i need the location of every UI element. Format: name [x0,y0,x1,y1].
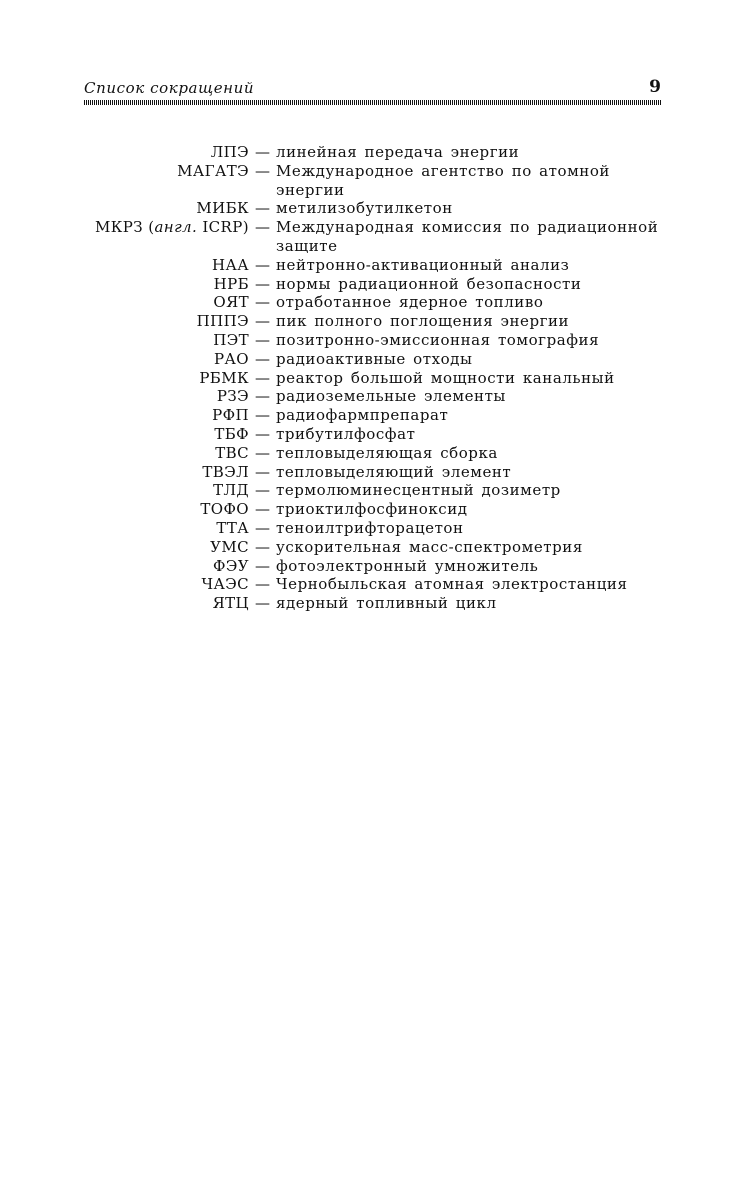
definition: линейная передача энергии [276,143,520,161]
dash-separator: — [255,293,270,312]
list-item [84,425,661,444]
dash-separator: — [255,161,270,180]
definition: теноилтрифторацетон [276,518,464,537]
list-item [84,199,661,218]
abbreviation: ТТА [216,518,249,537]
running-header [84,77,661,99]
header-rule [84,100,661,105]
list-item [84,538,661,557]
abbreviation: ФЭУ [213,556,249,575]
dash-separator: — [255,537,270,556]
list-item [84,293,661,312]
abbreviation: ЛПЭ [210,143,249,161]
list-item [84,519,661,538]
abbreviation: ОЯТ [213,293,249,312]
list-item [84,275,661,294]
definition: ядерный топливный цикл [276,594,497,613]
list-item [84,312,661,331]
language-note: англ. [154,218,198,237]
list-item [84,444,661,463]
section-title: Список сокращений [84,79,255,97]
dash-separator: — [255,518,270,537]
abbreviation-with-note [84,218,249,237]
dash-separator: — [255,255,270,274]
definition: нормы радиационной безопасности [276,274,582,293]
definition: нейтронно-активационный анализ [276,255,570,274]
dash-separator: — [255,594,270,613]
definition: пик полного поглощения энергии [276,312,570,331]
list-item [84,406,661,425]
dash-separator: — [255,143,270,161]
dash-separator: — [255,462,270,481]
dash-separator: — [255,481,270,500]
list-item [84,143,661,162]
definition: Международная комиссия по радиационной защите [276,218,659,255]
abbreviation: РЗЭ [216,387,249,406]
definition: Международное агентство по атомной энергии [276,161,610,199]
abbreviation-list [84,143,661,613]
dash-separator: — [255,575,270,594]
definition: трибутилфосфат [276,424,416,443]
abbreviation: МАГАТЭ [177,161,249,180]
definition: метилизобутилкетон [276,199,453,218]
list-item [84,387,661,406]
abbreviation: ПППЭ [196,312,249,331]
dash-separator: — [255,406,270,425]
definition: позитронно-эмиссионная томография [276,330,600,349]
list-item [84,218,661,256]
abbreviation: УМС [210,537,249,556]
definition: тепловыделяющая сборка [276,443,498,462]
list-item [84,500,661,519]
list-item [84,350,661,369]
definition: триоктилфосфиноксид [276,500,468,519]
definition: Чернобыльская атомная электростанция [276,575,628,594]
abbreviation: НРБ [213,274,249,293]
dash-separator: — [255,274,270,293]
abbreviation: РАО [214,349,249,368]
definition: радиоактивные отходы [276,349,473,368]
definition: реактор большой мощности канальный [276,368,615,387]
abbreviation: ТВС [215,443,249,462]
dash-separator: — [255,387,270,406]
definition: термолюминесцентный дозиметр [276,481,561,500]
note-open: ( [143,218,155,237]
abbreviation: НАА [211,255,249,274]
list-item [84,256,661,275]
dash-separator: — [255,443,270,462]
abbreviation: ТЛД [213,481,249,500]
abbreviation: МКРЗ [95,218,144,237]
abbreviation: ТБФ [214,424,249,443]
list-item [84,331,661,350]
abbreviation: РФП [212,406,249,425]
dash-separator: — [255,199,270,218]
list-item [84,162,661,200]
definition: радиофармпрепарат [276,406,449,425]
definition: фотоэлектронный умножитель [276,556,539,575]
abbreviation: МИБК [196,199,249,218]
dash-separator: — [255,349,270,368]
list-item [84,481,661,500]
list-item [84,557,661,576]
dash-separator: — [255,500,270,519]
list-item [84,463,661,482]
definition: ускорительная масс-спектрометрия [276,537,583,556]
list-item [84,594,661,613]
definition: тепловыделяющий элемент [276,462,512,481]
dash-separator: — [255,556,270,575]
list-item [84,575,661,594]
dash-separator: — [255,218,270,237]
abbreviation: ТВЭЛ [202,462,249,481]
dash-separator: — [255,368,270,387]
definition: радиоземельные элементы [276,387,506,406]
dash-separator: — [255,424,270,443]
note-code: ICRP) [197,218,249,237]
dash-separator: — [255,330,270,349]
abbreviation: РБМК [199,368,249,387]
abbreviation: ЯТЦ [212,594,249,613]
abbreviation: ЧАЭС [201,575,249,594]
definition: отработанное ядерное топливо [276,293,544,312]
page-number: 9 [649,77,661,97]
abbreviation: ПЭТ [213,330,249,349]
dash-separator: — [255,312,270,331]
abbreviation: ТОФО [200,500,249,519]
list-item [84,369,661,388]
